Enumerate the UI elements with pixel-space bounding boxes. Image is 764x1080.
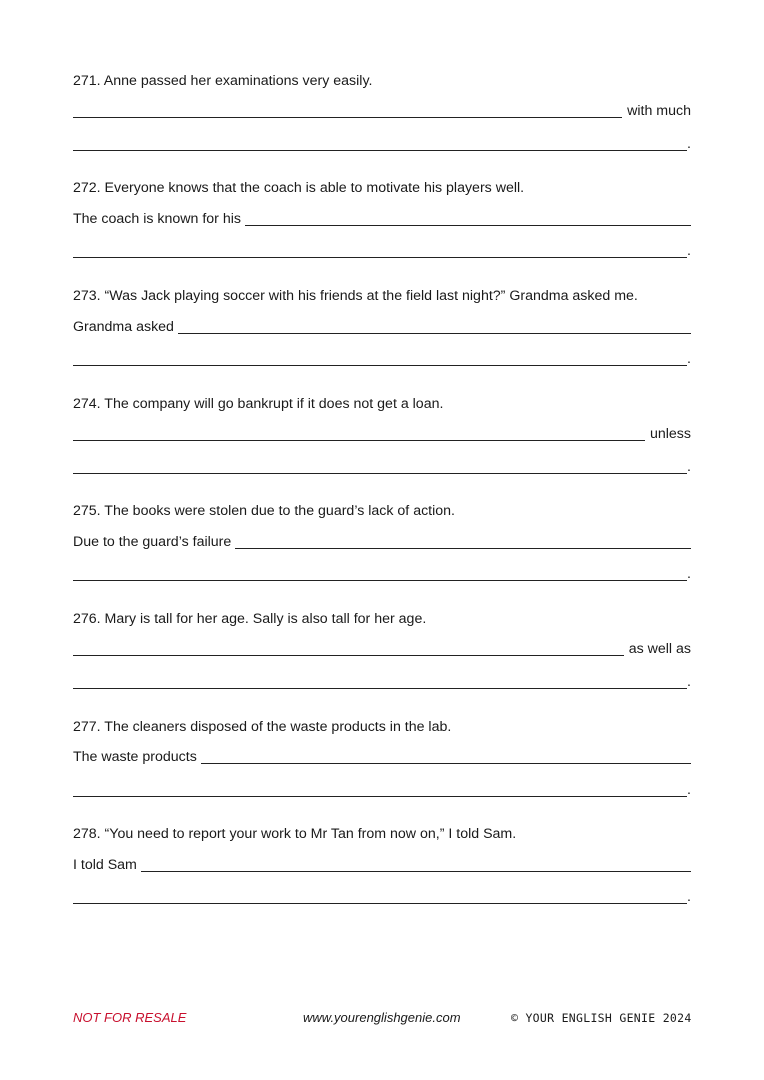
answer-blank[interactable] — [73, 439, 645, 441]
answer-cue: unless — [649, 426, 691, 442]
website-url: www.yourenglishgenie.com — [303, 1010, 461, 1025]
answer-blank[interactable] — [73, 902, 687, 904]
question-prompt: 276. Mary is tall for her age. Sally is also tall for her age. — [73, 611, 427, 627]
line-end-period: . — [687, 351, 691, 367]
question-prompt: 271. Anne passed her examinations very easily. — [73, 73, 373, 89]
answer-cue: as well as — [628, 641, 691, 657]
answer-line-2[interactable] — [73, 563, 691, 585]
answer-line-2[interactable] — [73, 133, 691, 155]
answer-cue: The waste products — [73, 749, 197, 765]
question-prompt: 274. The company will go bankrupt if it does not get a loan. — [73, 396, 444, 412]
line-end-period: . — [687, 674, 691, 690]
line-end-period: . — [687, 889, 691, 905]
answer-cue: The coach is known for his — [73, 211, 241, 227]
answer-cue: I told Sam — [73, 857, 137, 873]
answer-blank[interactable] — [73, 149, 687, 151]
answer-blank[interactable] — [141, 870, 691, 872]
answer-line-2[interactable] — [73, 886, 691, 908]
answer-line-2[interactable] — [73, 240, 691, 262]
answer-line-1[interactable] — [73, 638, 691, 660]
question-prompt: 272. Everyone knows that the coach is able to motivate his players well. — [73, 180, 525, 196]
answer-line-1[interactable] — [73, 100, 691, 122]
answer-line-1[interactable] — [73, 854, 691, 876]
line-end-period: . — [687, 243, 691, 259]
answer-line-1[interactable] — [73, 423, 691, 445]
copyright-notice: © YOUR ENGLISH GENIE 2024 — [511, 1011, 692, 1025]
answer-line-2[interactable] — [73, 671, 691, 693]
answer-blank[interactable] — [245, 224, 691, 226]
answer-blank[interactable] — [235, 547, 691, 549]
answer-blank[interactable] — [73, 579, 687, 581]
answer-line-1[interactable] — [73, 316, 691, 338]
question-prompt: 275. The books were stolen due to the guard’s lack of action. — [73, 503, 455, 519]
answer-cue: with much — [627, 103, 691, 119]
answer-line-1[interactable] — [73, 531, 691, 553]
line-end-period: . — [687, 782, 691, 798]
answer-cue: Due to the guard’s failure — [73, 534, 232, 550]
answer-blank[interactable] — [73, 364, 687, 366]
line-end-period: . — [687, 136, 691, 152]
not-for-resale-notice: NOT FOR RESALE — [73, 1010, 187, 1025]
answer-line-1[interactable] — [73, 208, 691, 230]
question-prompt: 273. “Was Jack playing soccer with his friends at the field last night?” Grandma asked me. — [73, 288, 638, 304]
answer-blank[interactable] — [73, 256, 687, 258]
answer-line-2[interactable] — [73, 779, 691, 801]
question-prompt: 278. “You need to report your work to Mr Tan from now on,” I told Sam. — [73, 826, 517, 842]
line-end-period: . — [687, 459, 691, 475]
answer-blank[interactable] — [178, 332, 691, 334]
answer-blank[interactable] — [73, 687, 687, 689]
answer-blank[interactable] — [73, 654, 624, 656]
line-end-period: . — [687, 566, 691, 582]
answer-line-2[interactable] — [73, 456, 691, 478]
question-prompt: 277. The cleaners disposed of the waste products in the lab. — [73, 719, 452, 735]
answer-line-2[interactable] — [73, 348, 691, 370]
answer-blank[interactable] — [201, 762, 691, 764]
answer-blank[interactable] — [73, 472, 687, 474]
answer-cue: Grandma asked — [73, 319, 174, 335]
answer-blank[interactable] — [73, 116, 622, 118]
answer-line-1[interactable] — [73, 746, 691, 768]
answer-blank[interactable] — [73, 795, 687, 797]
